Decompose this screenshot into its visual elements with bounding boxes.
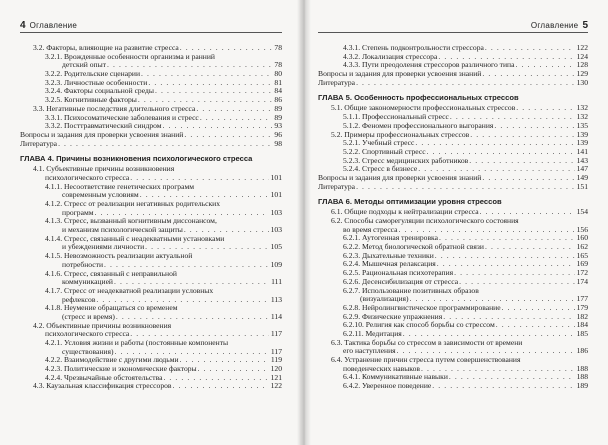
toc-page-number: 114	[270, 312, 282, 321]
toc-entry-title: коммуникацией	[62, 278, 113, 287]
toc-page-number: 117	[270, 347, 282, 356]
toc-entry	[318, 44, 588, 53]
running-title: Оглавление	[530, 21, 579, 30]
toc-page-number: 86	[274, 96, 282, 105]
toc-entry	[20, 96, 282, 105]
toc-entry-title: 4.3.3. Пути преодоления стрессоров различного типа	[343, 61, 515, 70]
toc-entry	[20, 278, 282, 287]
toc-entry-title: существования)	[62, 347, 114, 356]
dot-leader	[427, 148, 575, 157]
toc-entry	[318, 122, 588, 131]
dot-leader	[439, 234, 575, 243]
toc-page-number: 147	[576, 165, 588, 174]
toc-entry	[318, 131, 588, 140]
toc-entry-title: 6.1. Общие подходы к нейтрализации стресса	[331, 208, 479, 217]
dot-leader	[437, 260, 575, 269]
toc-entry-title: детский опыт	[62, 61, 107, 70]
toc-entry-title: (визуализация)	[360, 295, 409, 304]
dot-leader	[198, 365, 269, 374]
toc-page-number: 139	[576, 130, 588, 139]
toc-entry	[20, 382, 282, 391]
toc-page-number: 98	[274, 139, 282, 148]
toc-page-number: 169	[576, 260, 588, 269]
toc-entry-title: 6.4.1. Коммуникативные навыки	[343, 373, 448, 382]
toc-entry-title: 4.1.1. Несоответствие генетических программ	[45, 182, 195, 191]
toc-entry	[20, 61, 282, 70]
dot-leader	[516, 104, 574, 113]
toc-entry-title: 4.1.8. Неумение обращаться со временем	[45, 304, 178, 313]
dot-leader	[459, 278, 575, 287]
toc-page-number: 101	[270, 173, 282, 182]
toc-entry	[20, 114, 282, 123]
toc-page-number: 119	[270, 356, 282, 365]
toc-entry	[318, 104, 588, 113]
dot-leader	[496, 321, 575, 330]
dot-leader	[454, 269, 574, 278]
toc-page-number: 109	[270, 260, 282, 269]
toc-entry	[20, 200, 282, 209]
dot-leader	[114, 278, 269, 287]
table-of-contents	[318, 44, 588, 391]
toc-entry	[20, 356, 282, 365]
toc-entry	[20, 165, 282, 174]
toc-entry	[20, 174, 282, 183]
toc-entry-title: программ	[62, 208, 94, 217]
left-page	[0, 0, 300, 445]
toc-page-number: 78	[274, 44, 282, 52]
dot-leader	[485, 44, 575, 53]
toc-entry-title: и убеждениями личности	[62, 243, 145, 252]
toc-entry-title: 5.2.1. Учебный стресс	[343, 139, 415, 148]
toc-entry-title: 6.2.6. Десенсибилизация от стресса	[343, 277, 459, 286]
toc-entry-title: 4.1.6. Стресс, связанный с неправильной	[45, 269, 177, 278]
dot-leader	[104, 261, 269, 270]
toc-page-number: 188	[576, 364, 588, 373]
chapter-heading: ГЛАВА 5. Особенность профессиональных стрессов	[318, 93, 519, 103]
toc-entry-title: 4.1. Субъективные причины возникновения	[33, 165, 175, 174]
dot-leader	[480, 208, 575, 217]
toc-entry	[318, 70, 588, 79]
dot-leader	[494, 122, 574, 131]
toc-page-number: 189	[576, 382, 588, 391]
dot-leader	[482, 174, 574, 183]
toc-page-number: 120	[270, 365, 282, 374]
dot-leader	[421, 365, 575, 374]
toc-entry	[318, 287, 588, 296]
toc-entry	[318, 356, 588, 365]
toc-entry-title: 6.2.2. Метод биологической обратной связи	[343, 243, 484, 252]
toc-entry	[20, 140, 282, 149]
toc-entry-title: 5.1.1. Профессиональный стресс	[343, 113, 449, 122]
toc-page-number: 96	[274, 130, 282, 139]
toc-entry-title: 6.3. Тактика борьбы со стрессом в зависимости от времени	[331, 338, 523, 347]
toc-entry	[318, 208, 588, 217]
dot-leader	[115, 348, 269, 357]
toc-entry	[20, 105, 282, 114]
dot-leader	[141, 70, 272, 79]
toc-entry-title: 6.4.2. Уверенное поведение	[343, 382, 432, 391]
dot-leader	[155, 87, 272, 96]
toc-entry-title: 5.2.4. Стресс в бизнесе	[343, 165, 418, 174]
toc-entry	[20, 296, 282, 305]
toc-entry-title: 6.2.3. Дыхательные техники	[343, 251, 434, 260]
toc-entry-title: Литература	[20, 139, 58, 148]
toc-entry	[20, 191, 282, 200]
dot-leader	[356, 183, 575, 192]
toc-entry-title: 3.2.2. Родительские сценарии	[45, 70, 141, 79]
toc-page-number: 151	[576, 182, 588, 191]
toc-entry-title: (стресс и время)	[62, 312, 115, 321]
toc-page-number: 165	[576, 251, 588, 260]
toc-entry	[318, 321, 588, 330]
toc-page-number: 160	[576, 234, 588, 243]
toc-page-number: 122	[270, 382, 282, 391]
toc-entry-title: 3.3.1. Психосоматические заболевания и стресс	[45, 113, 199, 122]
dot-leader	[184, 226, 269, 235]
toc-page-number: 184	[576, 321, 588, 330]
dot-leader	[163, 122, 273, 131]
toc-page-number: 185	[576, 329, 588, 338]
toc-page-number: 154	[576, 208, 588, 217]
toc-page-number: 132	[576, 104, 588, 113]
page-number: 5	[582, 20, 588, 31]
toc-entry-title: психологического стресса	[45, 173, 130, 182]
toc-entry-title: 3.2. Факторы, влияющие на развитие стресса	[33, 44, 179, 52]
chapter-heading: ГЛАВА 6. Методы оптимизации уровня стрессов	[318, 197, 502, 207]
toc-page-number: 177	[576, 295, 588, 304]
toc-page-number: 111	[271, 278, 282, 287]
table-of-contents	[20, 44, 282, 391]
dot-leader	[449, 373, 575, 382]
toc-entry	[20, 131, 282, 140]
toc-page-number: 132	[576, 113, 588, 122]
toc-entry	[318, 61, 588, 70]
toc-entry	[20, 209, 282, 218]
dot-leader	[397, 347, 575, 356]
toc-page-number: 93	[274, 122, 282, 131]
toc-entry-title: 3.2.3. Личностные особенности	[45, 78, 148, 87]
toc-page-number: 129	[576, 70, 588, 79]
toc-entry	[318, 339, 588, 348]
toc-entry	[318, 53, 588, 62]
toc-entry-title: Вопросы и задания для проверки усвоения знаний	[318, 173, 482, 182]
toc-entry	[20, 287, 282, 296]
toc-entry-title: Вопросы и задания для проверки усвоения знаний	[318, 70, 482, 79]
dot-leader	[196, 105, 272, 114]
toc-entry-title: психологического стресса	[45, 330, 130, 339]
dot-leader	[443, 313, 574, 322]
toc-entry	[20, 348, 282, 357]
toc-page-number: 135	[576, 121, 588, 130]
toc-entry	[318, 330, 588, 339]
dot-leader	[482, 70, 574, 79]
toc-entry	[318, 382, 588, 391]
toc-page-number: 84	[274, 87, 282, 96]
toc-entry-title: 4.3.1. Степень подконтрольности стрессора	[343, 44, 484, 52]
dot-leader	[95, 209, 269, 218]
toc-entry-title: поведенческих навыков	[343, 364, 420, 373]
toc-entry-title: 6.2. Способы саморегуляции психологического состояния	[331, 217, 519, 225]
toc-entry	[20, 270, 282, 279]
toc-entry-title: Литература	[318, 182, 356, 191]
page-number: 4	[20, 20, 26, 31]
toc-entry	[318, 217, 588, 226]
right-page	[306, 0, 608, 445]
dot-leader	[403, 330, 575, 339]
toc-entry	[318, 295, 588, 304]
toc-entry-title: 6.2.9. Физические упражнения	[343, 312, 443, 321]
toc-entry-title: 3.3.2. Посттравматический синдром	[45, 122, 162, 131]
toc-page-number: 81	[274, 78, 282, 87]
toc-entry-title: 3.3. Негативные последствия длительного стресса	[33, 104, 196, 113]
toc-entry	[318, 260, 588, 269]
toc-entry	[20, 226, 282, 235]
toc-entry	[20, 217, 282, 226]
toc-entry	[20, 322, 282, 331]
dot-leader	[399, 226, 575, 235]
toc-page-number: 121	[270, 373, 282, 382]
toc-entry-title: и механизм психологической защиты	[62, 226, 183, 235]
toc-entry-title: 3.2.1. Врожденные особенности организма и ранний	[45, 52, 215, 61]
toc-page-number: 117	[270, 330, 282, 339]
toc-page-number: 172	[576, 269, 588, 278]
toc-entry	[318, 278, 588, 287]
toc-entry-title: 6.2.10. Религия как способ борьбы со стрессом	[343, 321, 495, 330]
dot-leader	[432, 382, 574, 391]
toc-entry-title: 4.1.3. Стресс, вызванный когнитивным диссонансом,	[45, 217, 217, 226]
toc-page-number: 89	[274, 113, 282, 122]
toc-entry-title: 5.2.2. Спортивный стресс	[343, 147, 426, 156]
running-title: Оглавление	[29, 21, 78, 30]
toc-entry-title: 5.1. Общие закономерности профессиональных стрессов	[331, 104, 516, 113]
toc-entry	[20, 339, 282, 348]
toc-entry-title: 6.2.5. Рациональная психотерапия	[343, 269, 454, 278]
dot-leader	[180, 44, 273, 53]
toc-page-number: 139	[576, 139, 588, 148]
toc-entry-title: 4.2. Объективные причины возникновения	[33, 321, 172, 330]
toc-entry-title: 4.1.2. Стресс от реализации негативных родительских	[45, 200, 220, 208]
toc-page-number: 156	[576, 225, 588, 234]
toc-entry-title: 3.2.5. Когнитивные факторы	[45, 96, 137, 105]
toc-entry	[318, 113, 588, 122]
toc-entry	[318, 373, 588, 382]
toc-page-number: 105	[270, 243, 282, 252]
chapter-heading: ГЛАВА 4. Причины возникновения психологического стресса	[20, 154, 253, 164]
toc-entry-title: 4.2.3. Политические и экономические факторы	[45, 365, 197, 374]
dot-leader	[116, 313, 269, 322]
toc-entry	[318, 234, 588, 243]
toc-entry-title: 6.2.11. Медитация	[343, 329, 402, 338]
toc-entry-title: 6.4. Устранение причин стресса путем совершенствования	[331, 356, 521, 364]
dot-leader	[200, 114, 273, 123]
toc-entry-title: потребности	[62, 260, 104, 269]
dot-leader	[502, 304, 575, 313]
toc-entry-title: 4.3.2. Локализация стрессора	[343, 52, 438, 61]
toc-page-number: 103	[270, 208, 282, 217]
toc-page-number: 130	[576, 78, 588, 87]
dot-leader	[485, 243, 575, 252]
dot-leader	[130, 330, 269, 339]
toc-entry	[20, 304, 282, 313]
toc-entry	[318, 165, 588, 174]
toc-entry	[20, 183, 282, 192]
toc-page-number: 89	[274, 104, 282, 113]
toc-page-number: 141	[576, 147, 588, 156]
toc-entry-title: Литература	[318, 78, 356, 87]
toc-entry	[318, 79, 588, 88]
dot-leader	[180, 356, 269, 365]
dot-leader	[516, 61, 575, 70]
toc-page-number: 149	[576, 173, 588, 182]
dot-leader	[140, 191, 269, 200]
dot-leader	[138, 96, 272, 105]
toc-entry-title: 3.2.4. Факторы социальной среды	[45, 87, 154, 96]
toc-entry	[20, 122, 282, 131]
toc-entry	[20, 313, 282, 322]
toc-entry-title: 6.2.1. Аутогенная тренировка	[343, 234, 439, 243]
toc-entry	[318, 183, 588, 192]
toc-page-number: 124	[576, 52, 588, 61]
toc-entry-title: 6.2.7. Использование позитивных образов	[343, 286, 479, 295]
dot-leader	[410, 295, 575, 304]
toc-entry-title: 5.2.3. Стресс медицинских работников	[343, 156, 469, 165]
toc-entry-title: 4.1.5. Невозможность реализации актуальной	[45, 252, 193, 261]
toc-entry-title: 5.1.2. Феномен профессионального выгорания	[343, 121, 494, 130]
book-gutter-shadow	[297, 0, 311, 445]
toc-page-number: 80	[274, 70, 282, 79]
toc-entry	[20, 365, 282, 374]
toc-page-number: 78	[274, 61, 282, 70]
toc-entry	[20, 79, 282, 88]
toc-entry	[318, 252, 588, 261]
dot-leader	[418, 165, 574, 174]
toc-page-number: 179	[576, 303, 588, 312]
toc-page-number: 174	[576, 277, 588, 286]
toc-entry-title: 4.2.1. Условия жизни и работы (постоянные компоненты	[45, 339, 229, 347]
toc-entry	[318, 347, 588, 356]
toc-entry	[318, 304, 588, 313]
toc-entry	[20, 252, 282, 261]
toc-entry-title: рефлексов	[62, 295, 96, 304]
toc-page-number: 103	[270, 226, 282, 235]
dot-leader	[145, 243, 268, 252]
toc-page-number: 188	[576, 373, 588, 382]
toc-entry	[318, 174, 588, 183]
toc-page-number: 101	[270, 191, 282, 200]
dot-leader	[130, 174, 268, 183]
toc-entry	[20, 374, 282, 383]
dot-leader	[173, 382, 269, 391]
toc-entry	[318, 365, 588, 374]
toc-entry-title: современным условиям	[62, 191, 139, 200]
toc-entry	[20, 70, 282, 79]
dot-leader	[96, 296, 268, 305]
dot-leader	[148, 79, 272, 88]
toc-page-number: 182	[576, 312, 588, 321]
toc-entry-title: 6.2.4. Мышечная релаксация	[343, 260, 436, 269]
dot-leader	[435, 252, 575, 261]
dot-leader	[58, 140, 272, 149]
dot-leader	[438, 53, 574, 62]
toc-entry-title: 4.1.4. Стресс, связанный с неадекватными установками	[45, 234, 225, 243]
dot-leader	[469, 157, 574, 166]
toc-entry	[20, 243, 282, 252]
toc-page-number: 128	[576, 61, 588, 70]
toc-entry	[318, 269, 588, 278]
toc-entry	[318, 226, 588, 235]
right-page-header	[318, 19, 588, 33]
toc-entry	[20, 53, 282, 62]
toc-entry-title: 5.2. Примеры профессиональных стрессов	[331, 130, 470, 139]
toc-entry	[20, 87, 282, 96]
toc-entry	[318, 313, 588, 322]
toc-entry-title: Вопросы и задания для проверки усвоения знаний	[20, 130, 184, 139]
toc-entry	[318, 139, 588, 148]
toc-entry	[20, 44, 282, 53]
dot-leader	[184, 131, 272, 140]
toc-entry	[20, 261, 282, 270]
toc-entry-title: во время стресса	[343, 225, 398, 234]
dot-leader	[107, 61, 272, 70]
toc-entry	[318, 157, 588, 166]
toc-page-number: 186	[576, 347, 588, 356]
toc-page-number: 113	[270, 295, 282, 304]
toc-page-number: 143	[576, 156, 588, 165]
toc-entry	[318, 243, 588, 252]
toc-entry-title: 6.2.8. Нейролингвистическое программирование	[343, 303, 501, 312]
dot-leader	[163, 374, 268, 383]
dot-leader	[470, 131, 574, 140]
toc-entry	[20, 330, 282, 339]
toc-page-number: 122	[576, 44, 588, 52]
toc-page-number: 162	[576, 243, 588, 252]
toc-entry	[318, 148, 588, 157]
dot-leader	[356, 79, 575, 88]
dot-leader	[450, 113, 575, 122]
toc-entry-title: его наступления	[343, 347, 396, 356]
dot-leader	[415, 139, 574, 148]
toc-entry-title: 4.2.2. Взаимодействие с другими людьми	[45, 356, 179, 365]
toc-entry-title: 4.2.4. Чрезвычайные обстоятельства	[45, 373, 163, 382]
toc-entry	[20, 235, 282, 244]
toc-entry-title: 4.1.7. Стресс от неадекватной реализации условных	[45, 286, 214, 295]
toc-entry-title: 4.3. Каузальная классификация стрессоров	[33, 382, 172, 391]
left-page-header	[20, 19, 282, 33]
